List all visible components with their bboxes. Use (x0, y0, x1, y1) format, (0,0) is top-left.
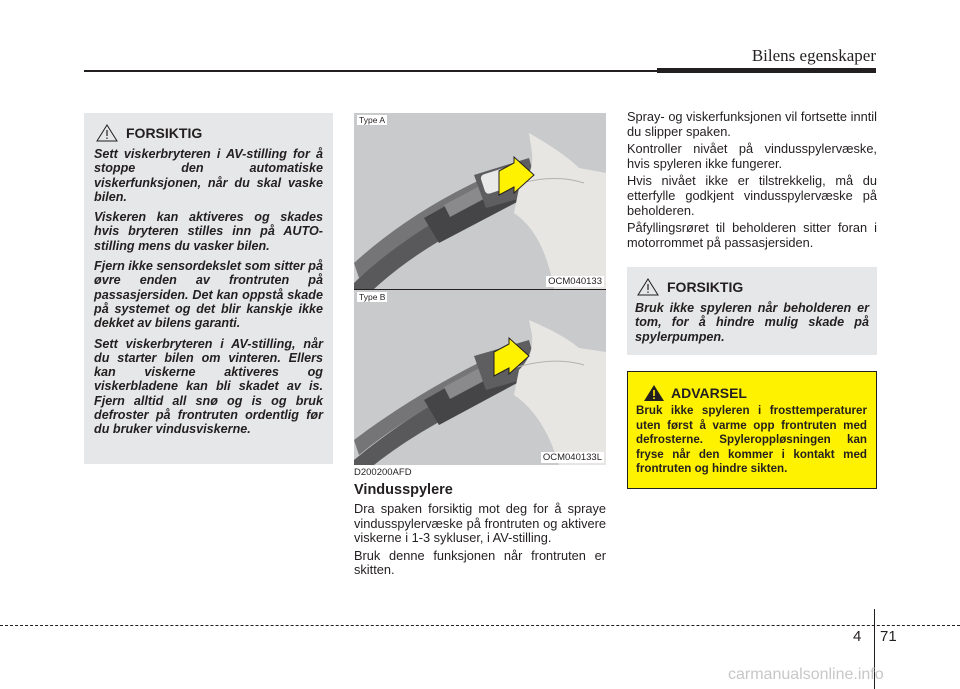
caution-paragraph: Viskeren kan aktiveres og skades hvis bryteren stilles inn på AUTO-stilling mens du vasker bilen. (94, 210, 323, 253)
footer-rule (0, 625, 960, 626)
caution-paragraph: Sett viskerbryteren i AV-stilling for å stoppe den automatiske viskerfunksjonen, når du skal vaske bilen. (94, 147, 323, 204)
section-heading: Vindusspylere (354, 482, 453, 498)
warning-title: ADVARSEL (671, 385, 747, 401)
figure-code: OCM040133L (542, 452, 602, 463)
body-paragraph: Spray- og viskerfunksjonen vil fortsette inntil du slipper spaken. (627, 109, 877, 139)
warning-triangle-icon (643, 384, 665, 402)
caution-paragraph: Bruk ikke spyleren når beholderen er tom, for å hindre mulig skade på spylerpumpen. (635, 301, 869, 344)
body-paragraph: Bruk denne funksjonen når frontruten er skitten. (354, 547, 606, 578)
warning-triangle-icon (637, 278, 659, 296)
section-body (354, 502, 606, 581)
figure-type-a (354, 113, 606, 289)
page-number: 71 (880, 628, 897, 645)
body-paragraph: Påfyllingsrøret til beholderen sitter foran i motorrommet på passasjersiden. (627, 220, 877, 250)
warning-header (636, 384, 867, 402)
chapter-number: 4 (853, 628, 862, 645)
caution-header (94, 123, 323, 143)
warning-text: Bruk ikke spyleren i frosttemperaturer uten først å varme opp frontruten med defrosterne. Spyleroppløsningen kan fryse når den kommer i kontakt med frontruten og hindre sikten. (636, 404, 867, 476)
wiper-stalk-illustration (354, 113, 606, 289)
figure-type-label: Type A (359, 115, 385, 125)
body-paragraph: Dra spaken forsiktig mot deg for å spraye vindusspylervæske på frontruten og aktivere viskerne i 1-3 sykluser, i AV-stilling. (354, 501, 606, 546)
caution-box-left (84, 113, 333, 464)
running-header: Bilens egenskaper (751, 46, 876, 65)
caution-paragraph: Fjern ikke sensordekslet som sitter på øvre enden av frontruten på passasjersiden. Det kan oppstå skade på systemet og det blir kanskje ikke dekket av bilens garanti. (94, 259, 323, 331)
figure-code: OCM040133 (548, 276, 602, 287)
caution-box-right (627, 267, 877, 355)
reference-code: D200200AFD (354, 467, 412, 478)
caution-title: FORSIKTIG (667, 279, 744, 295)
body-paragraph: Hvis nivået ikke er tilstrekkelig, må du etterfylle godkjent vindusspylervæske på beholderen. (627, 173, 877, 218)
warning-triangle-icon (96, 124, 118, 142)
figure-type-label: Type B (359, 292, 386, 302)
warning-box (627, 371, 877, 489)
caution-title: FORSIKTIG (126, 125, 203, 141)
body-paragraph: Kontroller nivået på vindusspylervæske, hvis spyleren ikke fungerer. (627, 141, 877, 171)
caution-header (635, 277, 869, 297)
watermark: carmanualsonline.info (728, 666, 884, 683)
wiper-stalk-illustration (354, 290, 606, 465)
right-column-text (627, 110, 877, 253)
caution-paragraph: Sett viskerbryteren i AV-stilling, når du starter bilen om vinteren. Ellers kan viskerne aktiveres og viskerbladene kan bli skadet av is. Fjern alltid all snø og is og bruk defroster på frontruten ordentlig før du bruker vindusviskerne. (94, 336, 323, 437)
figure-type-b (354, 290, 606, 465)
header-rule-accent (657, 68, 876, 73)
